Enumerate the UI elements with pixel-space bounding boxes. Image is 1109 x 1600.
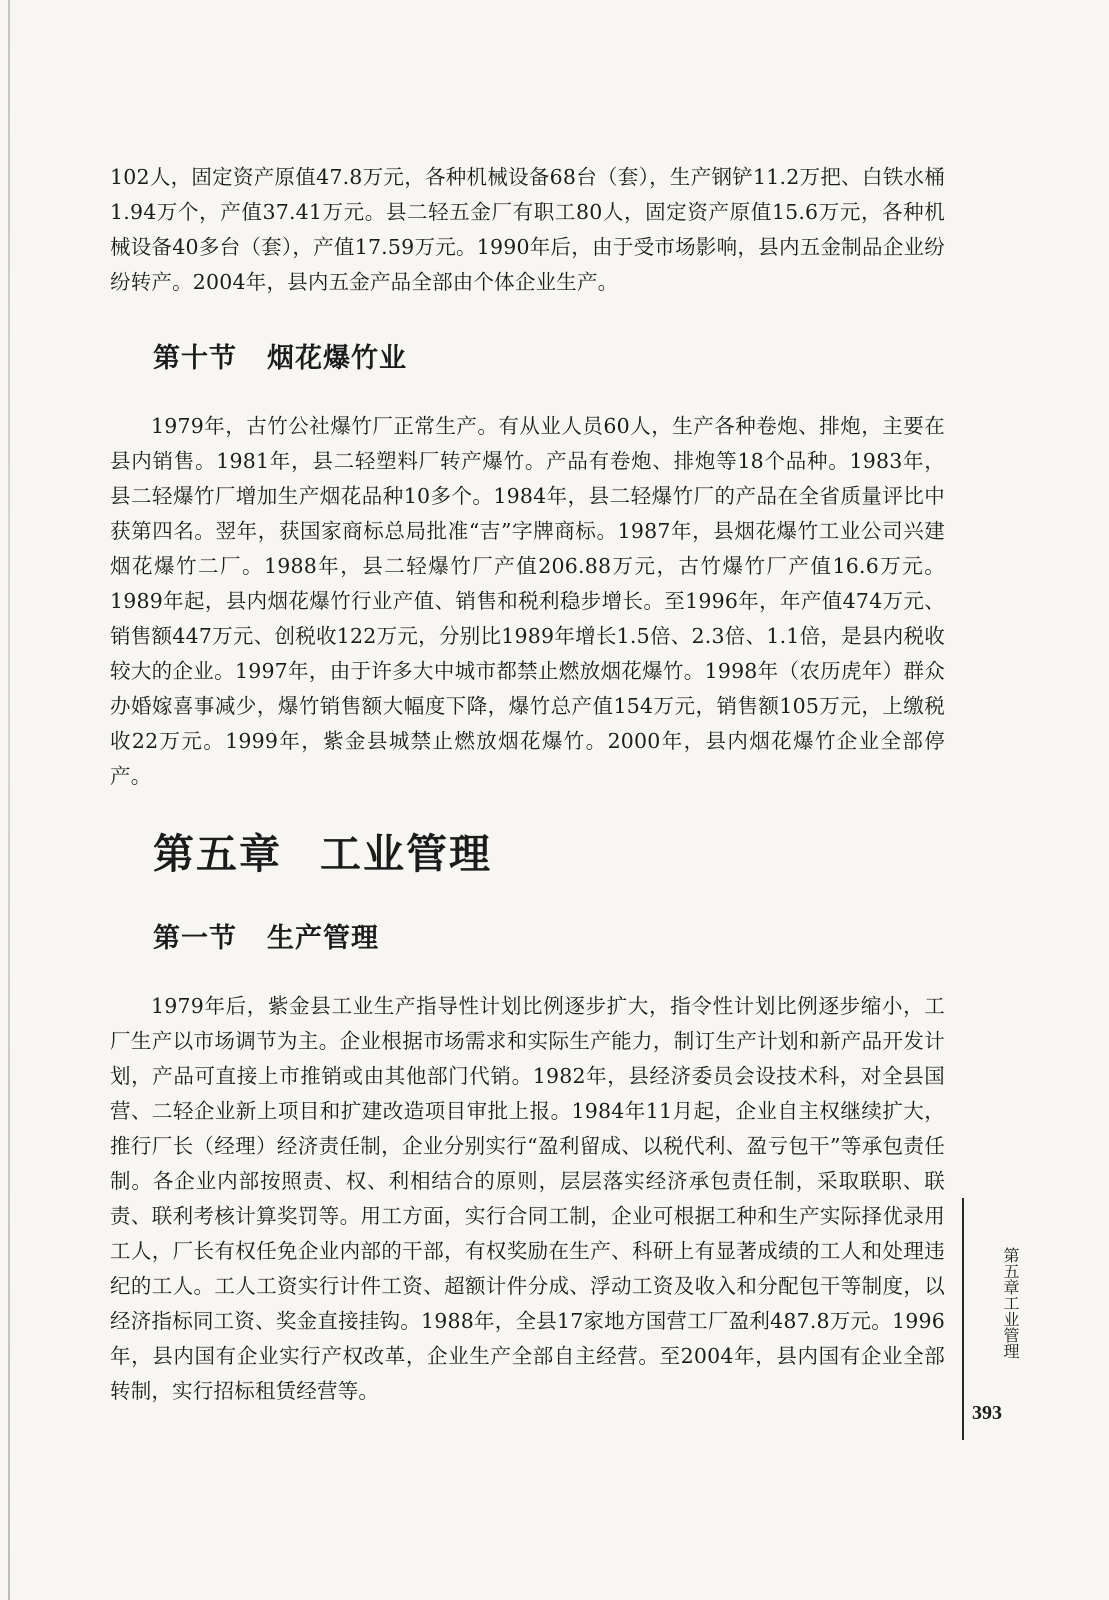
- section-10-heading: [110, 336, 945, 375]
- page-number: 393: [972, 1402, 1002, 1424]
- chapter-5-name: 工业管理: [320, 830, 492, 878]
- chapter-5-number: 第五章: [153, 830, 282, 878]
- section-1-heading: [110, 916, 945, 955]
- side-tab-text: [970, 1213, 1020, 1393]
- section-1-paragraph: 1979年后，紫金县工业生产指导性计划比例逐步扩大，指令性计划比例逐步缩小，工厂生产以市场调节为主。企业根据市场需求和实际生产能力，制订生产计划和新产品开发计划，产品可直接上市推销或由其他部门代销。1982年，县经济委员会设技术科，对全县国营、二轻企业新上项目和扩建改造项目审批上报。1984年11月起，企业自主权继续扩大，推行厂长（经理）经济责任制，企业分别实行“盈利留成、以税代利、盈亏包干”等承包责任制。各企业内部按照责、权、利相结合的原则，层层落实经济承包责任制，采取联职、联责、联利考核计算奖罚等。用工方面，实行合同工制，企业可根据工种和生产实际择优录用工人，厂长有权任免企业内部的干部，有权奖励在生产、科研上有显著成绩的工人和处理违纪的工人。工人工资实行计件工资、超额计件分成、浮动工资及收入和分配包干等制度，以经济指标同工资、奖金直接挂钩。1988年，全县17家地方国营工厂盈利487.8万元。1996年，县内国有企业实行产权改革，企业生产全部自主经营。至2004年，县内国有企业全部转制，实行招标租赁经营等。: [110, 994, 945, 1403]
- page-body: [110, 160, 945, 1409]
- section-10-name: 烟花爆竹业: [267, 343, 407, 374]
- section-1-number: 第一节: [153, 923, 237, 954]
- section-10-number: 第十节: [153, 343, 237, 374]
- section-10-paragraph: 1979年，古竹公社爆竹厂正常生产。有从业人员60人，生产各种卷炮、排炮，主要在县内销售。1981年，县二轻塑料厂转产爆竹。产品有卷炮、排炮等18个品种。1983年，县二轻爆竹厂增加生产烟花品种10多个。1984年，县二轻爆竹厂的产品在全省质量评比中获第四名。翌年，获国家商标总局批准“吉”字牌商标。1987年，县烟花爆竹工业公司兴建烟花爆竹二厂。1988年，县二轻爆竹厂产值206.88万元，古竹爆竹厂产值16.6万元。1989年起，县内烟花爆竹行业产值、销售和税利稳步增长。至1996年，年产值474万元、销售额447万元、创税收122万元，分别比1989年增长1.5倍、2.3倍、1.1倍，是县内税收较大的企业。1997年，由于许多大中城市都禁止燃放烟花爆竹。1998年（农历虎年）群众办婚嫁喜事减少，爆竹销售额大幅度下降，爆竹总产值154万元，销售额105万元，上缴税收22万元。1999年，紫金县城禁止燃放烟花爆竹。2000年，县内烟花爆竹企业全部停产。: [110, 414, 945, 788]
- side-tab-title: 工业管理: [1001, 1295, 1020, 1359]
- section-1-name: 生产管理: [267, 923, 379, 954]
- chapter-5-heading: [110, 821, 945, 880]
- binding-line: [8, 0, 10, 1600]
- continuation-paragraph: 102人，固定资产原值47.8万元，各种机械设备68台（套），生产钢铲11.2万把、白铁水桶1.94万个，产值37.41万元。县二轻五金厂有职工80人，固定资产原值15.6万元，各种机械设备40多台（套），产值17.59万元。1990年后，由于受市场影响，县内五金制品企业纷纷转产。2004年，县内五金产品全部由个体企业生产。: [110, 165, 945, 294]
- side-tab-chapter: 第五章: [1001, 1247, 1020, 1295]
